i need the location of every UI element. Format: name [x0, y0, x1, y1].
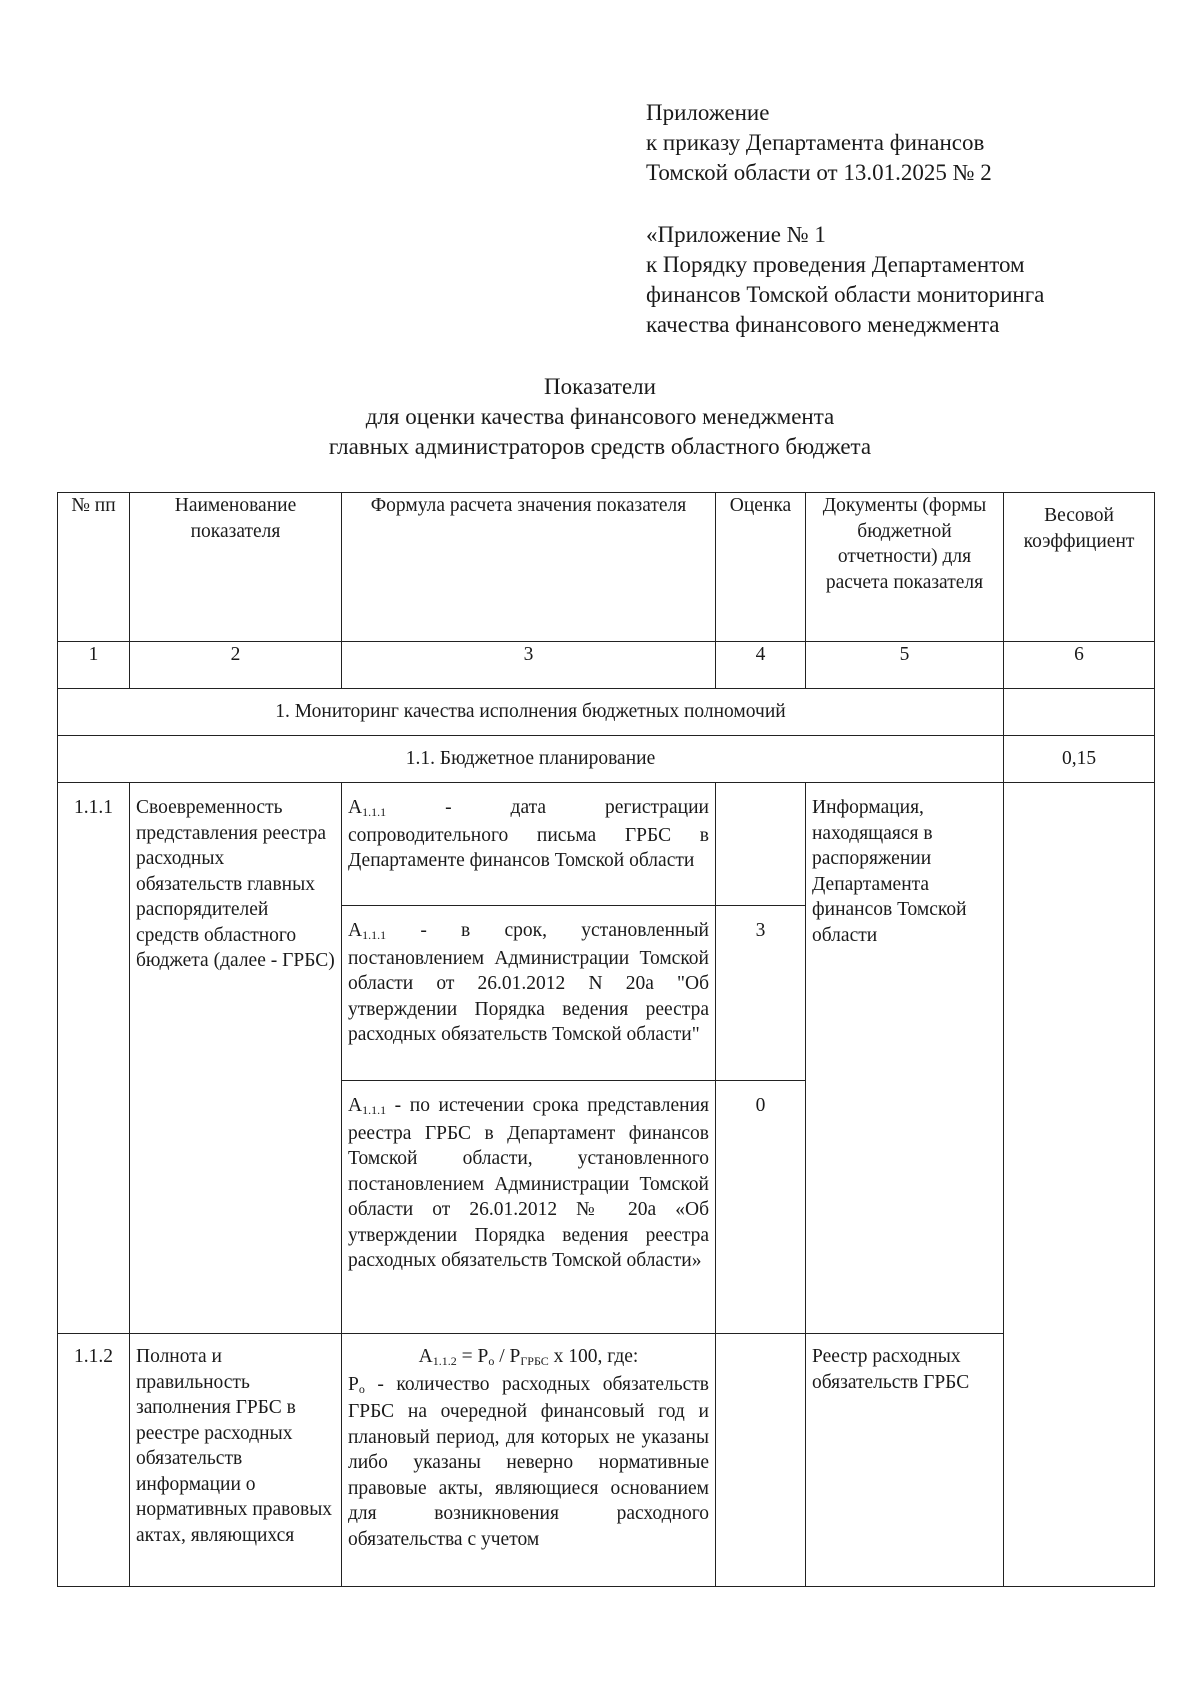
subsection-row	[58, 736, 1155, 783]
formula-expression: $A_{1.1.2} = P_o / P_{ГРБС}$ x 100, где:	[418, 1346, 639, 1368]
header-name: Наименование показателя	[130, 493, 342, 642]
section-title: 1. Мониторинг качества исполнения бюджетных полномочий	[58, 689, 1004, 736]
col-number: 1	[58, 642, 130, 689]
col-number: 2	[130, 642, 342, 689]
col-number: 4	[716, 642, 806, 689]
col-number: 3	[342, 642, 716, 689]
appendix-header-line: к приказу Департамента финансов	[646, 130, 985, 155]
subsection-weight: 0,15	[1004, 736, 1155, 783]
row-number: 1.1.1	[58, 783, 130, 1334]
indicator-name: Полнота и правильность заполнения ГРБС в реестре расходных обязательств информации о нормативных правовых актах, являющихся	[130, 1334, 342, 1587]
header-docs: Документы (формы бюджетной отчетности) для расчета показателя	[806, 493, 1004, 642]
score-cell	[716, 1334, 806, 1587]
title-line: для оценки качества финансового менеджмента	[365, 404, 835, 429]
title-line: Показатели	[544, 374, 656, 399]
score-cell: 3	[716, 906, 806, 1081]
appendix-header-line: качества финансового менеджмента	[646, 312, 1000, 337]
appendix-header-line: финансов Томской области мониторинга	[646, 282, 1045, 307]
title-line: главных администраторов средств областного бюджета	[328, 434, 872, 459]
documents-cell: Реестр расходных обязательств ГРБС	[806, 1334, 1004, 1587]
appendix-header-line: к Порядку проведения Департаментом	[646, 252, 1025, 277]
formula-cell: $A_{1.1.1}$ - по истечении срока представления реестра ГРБС в Департамент финансов Томской области, установленного постановлением Администрации Томской области от 26.01.2012 № 20а «Об утверждении Порядка ведения реестра расходных обязательств Томской области»	[342, 1081, 716, 1334]
table-row	[58, 783, 1155, 906]
appendix-header	[646, 98, 992, 188]
formula-cell: $A_{1.1.1}$ - дата регистрации сопроводительного письма ГРБС в Департаменте финансов Томской области	[342, 783, 716, 906]
column-numbers-row	[58, 642, 1155, 689]
appendix-header-line: Томской области от 13.01.2025 № 2	[646, 160, 992, 185]
appendix-header-secondary	[646, 220, 1044, 340]
row-number: 1.1.2	[58, 1334, 130, 1587]
indicators-table	[57, 492, 1155, 1587]
header-weight: Весовой коэффициент	[1004, 493, 1155, 642]
table-row	[58, 1334, 1155, 1587]
documents-cell: Информация, находящаяся в распоряжении Департамента финансов Томской области	[806, 783, 1004, 1334]
col-number: 6	[1004, 642, 1155, 689]
header-num: № пп	[58, 493, 130, 642]
score-cell	[716, 783, 806, 906]
appendix-header-line: Приложение	[646, 100, 770, 125]
col-number: 5	[806, 642, 1004, 689]
table-header-row	[58, 493, 1155, 642]
section-weight	[1004, 689, 1155, 736]
formula-cell	[342, 1334, 716, 1587]
header-formula: Формула расчета значения показателя	[342, 493, 716, 642]
score-cell: 0	[716, 1081, 806, 1334]
formula-cell: $A_{1.1.1}$ - в срок, установленный постановлением Администрации Томской области от 26.01.2012 N 20а "Об утверждении Порядка ведения реестра расходных обязательств Томской области"	[342, 906, 716, 1081]
weight-cell	[1004, 783, 1155, 1587]
header-score: Оценка	[716, 493, 806, 642]
indicator-name: Своевременность представления реестра расходных обязательств главных распорядителей средств областного бюджета (далее - ГРБС)	[130, 783, 342, 1334]
appendix-header-line: «Приложение № 1	[646, 222, 826, 247]
document-title	[0, 372, 1200, 462]
section-row	[58, 689, 1155, 736]
formula-description: $P_o$ - количество расходных обязательств ГРБС на очередной финансовый год и плановый период, для которых не указаны либо указаны неверно нормативные правовые акты, являющиеся основанием для возникновения расходного обязательства с учетом	[348, 1373, 709, 1550]
subsection-title: 1.1. Бюджетное планирование	[58, 736, 1004, 783]
